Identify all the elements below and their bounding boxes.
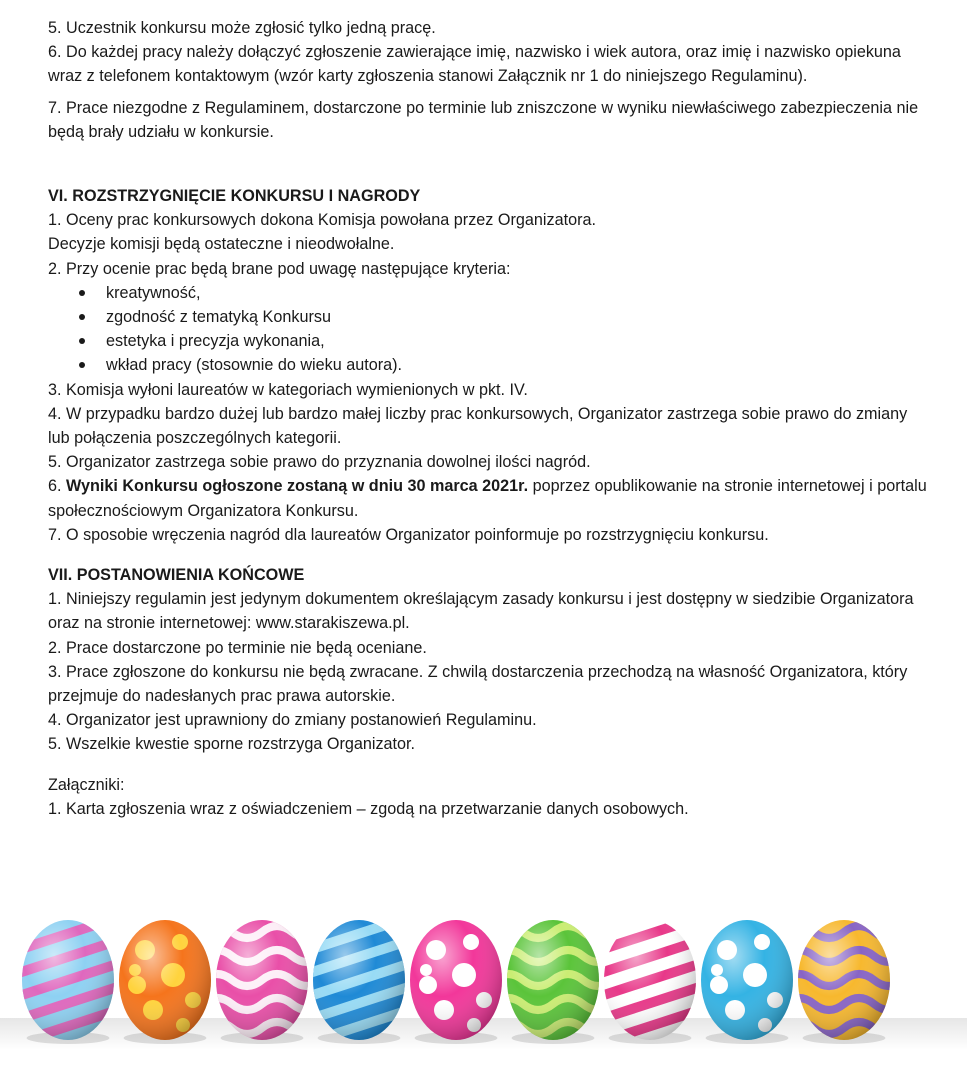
rule-5-6: 6. Do każdej pracy należy dołączyć zgłoszenie zawierające imię, nazwisko i wiek autora, oraz imię i nazwisko opiekuna wraz z telefonem kontaktowym (wzór karty zgłoszenia stanowi Załącznik nr 1 do niniejszego Regulaminu).	[48, 43, 901, 86]
rule-5-5: 5. Uczestnik konkursu może zgłosić tylko jedną pracę.	[48, 19, 436, 37]
results-date-bold: Wyniki Konkursu ogłoszone zostaną w dniu 30 marca 2021r.	[66, 477, 529, 496]
rule-6-6-rest: poprzez opublikowanie na stronie internetowej i portalu społecznościowym Organizatora Konkursu.	[48, 477, 927, 520]
rule-7-4: 4. Organizator jest uprawniony do zmiany postanowień Regulaminu.	[48, 711, 537, 730]
rule-6-1b: Decyzje komisji będą ostateczne i nieodwołalne.	[48, 235, 395, 254]
criteria-item: wkład pracy (stosownie do wieku autora).	[48, 353, 928, 377]
rule-6-5: 5. Organizator zastrzega sobie prawo do przyznania dowolnej ilości nagród.	[48, 453, 591, 472]
rule-7-5: 5. Wszelkie kwestie sporne rozstrzyga Organizator.	[48, 735, 416, 754]
easter-eggs-illustration	[0, 900, 967, 1050]
section-6-title: VI. ROZSTRZYGNIĘCIE KONKURSU I NAGRODY	[48, 187, 421, 206]
rule-6-2: 2. Przy ocenie prac będą brane pod uwagę następujące kryteria:	[48, 259, 511, 278]
criteria-item: zgodność z tematyką Konkursu	[48, 305, 928, 329]
section-7-title: VII. POSTANOWIENIA KOŃCOWE	[48, 566, 305, 585]
criteria-list	[48, 281, 928, 378]
rule-6-4: 4. W przypadku bardzo dużej lub bardzo małej liczby prac konkursowych, Organizator zastrzega sobie prawo do zmiany lub połączenia poszczególnych kategorii.	[48, 404, 908, 448]
attachments-title: Załączniki:	[48, 775, 125, 794]
rule-6-1a: 1. Oceny prac konkursowych dokona Komisja powołana przez Organizatora.	[48, 211, 596, 230]
rule-7-2: 2. Prace dostarczone po terminie nie będą oceniane.	[48, 638, 427, 657]
rule-6-6-prefix: 6.	[48, 477, 66, 496]
criteria-item: estetyka i precyzja wykonania,	[48, 329, 928, 353]
document-content	[48, 16, 928, 821]
rule-7-1: 1. Niniejszy regulamin jest jedynym dokumentem określającym zasady konkursu i jest dostępny w siedzibie Organizatora oraz na stronie internetowej: www.starakiszewa.pl.	[48, 590, 914, 633]
rule-6-3: 3. Komisja wyłoni laureatów w kategoriach wymienionych w pkt. IV.	[48, 380, 528, 399]
rule-6-6	[48, 474, 928, 522]
criteria-item: kreatywność,	[48, 281, 928, 305]
rule-7-3: 3. Prace zgłoszone do konkursu nie będą zwracane. Z chwilą dostarczenia przechodzą na własność Organizatora, który przejmuje do nadesłanych prac prawa autorskie.	[48, 662, 908, 706]
attachment-1: 1. Karta zgłoszenia wraz z oświadczeniem – zgodą na przetwarzanie danych osobowych.	[48, 799, 689, 818]
rule-6-7: 7. O sposobie wręczenia nagród dla laureatów Organizator poinformuje po rozstrzygnięciu konkursu.	[48, 525, 769, 544]
rule-5-7: 7. Prace niezgodne z Regulaminem, dostarczone po terminie lub zniszczone w wyniku niewłaściwego zabezpieczenia nie będą brały udziału w konkursie.	[48, 98, 919, 141]
